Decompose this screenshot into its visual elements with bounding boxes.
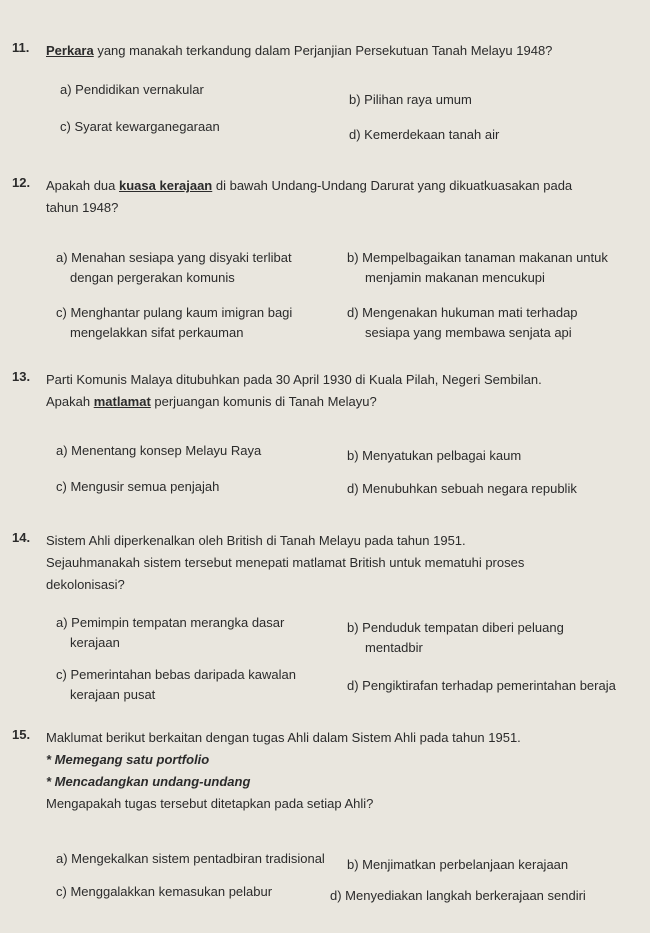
option-c[interactable] xyxy=(56,882,272,902)
question-text-start: Apakah dua xyxy=(46,178,120,193)
option-d-line1: d) Mengenakan hukuman mati terhadap xyxy=(347,305,578,320)
option-d-line2: sesiapa yang membawa senjata api xyxy=(365,325,572,340)
option-a-line1: a) Pemimpin tempatan merangka dasar xyxy=(56,615,285,630)
info-bullet-2: * Mencadangkan undang-undang xyxy=(46,774,251,789)
underlined-keyword: kuasa kerajaan xyxy=(119,178,213,193)
underlined-keyword: Perkara xyxy=(46,43,94,58)
option-a-text: a) Pendidikan vernakular xyxy=(60,82,204,97)
option-b-text: b) Menjimatkan perbelanjaan kerajaan xyxy=(347,857,569,872)
option-d[interactable] xyxy=(330,886,586,906)
option-c-line2: mengelakkan sifat perkauman xyxy=(70,325,244,340)
option-c-text: c) Mengusir semua penjajah xyxy=(56,479,220,494)
question-text-rest: di bawah Undang-Undang Darurat yang dikuatkuasakan pada xyxy=(212,178,573,193)
option-b[interactable] xyxy=(349,90,472,110)
question-text-line3: dekolonisasi? xyxy=(46,577,125,592)
option-a[interactable] xyxy=(56,613,284,653)
option-b-line1: b) Penduduk tempatan diberi peluang xyxy=(347,620,564,635)
option-a-line2: dengan pergerakan komunis xyxy=(70,270,235,285)
option-a[interactable] xyxy=(60,80,204,100)
option-c-line1: c) Pemerintahan bebas daripada kawalan xyxy=(56,667,296,682)
question-number: 15. xyxy=(12,727,31,742)
option-c[interactable] xyxy=(56,477,219,497)
option-c[interactable] xyxy=(56,303,292,343)
question-number: 14. xyxy=(12,530,31,545)
option-c-text: c) Syarat kewarganegaraan xyxy=(60,119,220,134)
info-bullet-1: * Memegang satu portfolio xyxy=(46,752,210,767)
option-a[interactable] xyxy=(56,441,261,461)
option-a[interactable] xyxy=(56,849,325,869)
question-text xyxy=(46,727,636,815)
question-text xyxy=(46,530,636,596)
option-d-line1: d) Pengiktirafan terhadap pemerintahan beraja xyxy=(347,678,616,693)
option-a-text: a) Mengekalkan sistem pentadbiran tradisional xyxy=(56,851,325,866)
option-c[interactable] xyxy=(60,117,220,137)
question-text xyxy=(46,369,636,413)
question-text-line2: Mengapakah tugas tersebut ditetapkan pada setiap Ahli? xyxy=(46,796,374,811)
option-a[interactable] xyxy=(56,248,292,288)
option-c-line1: c) Menghantar pulang kaum imigran bagi xyxy=(56,305,293,320)
option-b-line2: menjamin makanan mencukupi xyxy=(365,270,545,285)
option-b-text: b) Menyatukan pelbagai kaum xyxy=(347,448,522,463)
option-d[interactable] xyxy=(347,676,616,696)
question-number: 12. xyxy=(12,175,31,190)
option-d-text: d) Kemerdekaan tanah air xyxy=(349,127,500,142)
question-number: 13. xyxy=(12,369,31,384)
option-b[interactable] xyxy=(347,248,608,288)
question-text-line2: Sejauhmanakah sistem tersebut menepati matlamat British untuk mematuhi proses xyxy=(46,555,525,570)
underlined-keyword: matlamat xyxy=(93,394,151,409)
option-d-text: d) Menubuhkan sebuah negara republik xyxy=(347,481,577,496)
question-text-rest: yang manakah terkandung dalam Perjanjian Persekutuan Tanah Melayu 1948? xyxy=(93,43,553,58)
option-b[interactable] xyxy=(347,855,568,875)
option-b[interactable] xyxy=(347,618,564,658)
question-text-line1: Maklumat berikut berkaitan dengan tugas Ahli dalam Sistem Ahli pada tahun 1951. xyxy=(46,730,521,745)
question-text-line1: Parti Komunis Malaya ditubuhkan pada 30 April 1930 di Kuala Pilah, Negeri Sembilan. xyxy=(46,372,542,387)
question-text-line2: tahun 1948? xyxy=(46,200,119,215)
option-c-line2: kerajaan pusat xyxy=(70,687,156,702)
option-d-text: d) Menyediakan langkah berkerajaan sendiri xyxy=(330,888,586,903)
question-text-rest: perjuangan komunis di Tanah Melayu? xyxy=(150,394,377,409)
option-d[interactable] xyxy=(347,303,578,343)
option-a-line1: a) Menahan sesiapa yang disyaki terlibat xyxy=(56,250,292,265)
option-d[interactable] xyxy=(349,125,499,145)
question-number: 11. xyxy=(12,40,30,55)
option-b-line2: mentadbir xyxy=(365,640,423,655)
option-b[interactable] xyxy=(347,446,521,466)
option-a-text: a) Menentang konsep Melayu Raya xyxy=(56,443,262,458)
question-text xyxy=(46,175,636,219)
question-text xyxy=(46,40,636,62)
option-b-text: b) Pilihan raya umum xyxy=(349,92,472,107)
option-d[interactable] xyxy=(347,479,577,499)
question-text-start: Apakah xyxy=(46,394,94,409)
option-b-line1: b) Mempelbagaikan tanaman makanan untuk xyxy=(347,250,608,265)
option-c[interactable] xyxy=(56,665,296,705)
question-text-line1: Sistem Ahli diperkenalkan oleh British di Tanah Melayu pada tahun 1951. xyxy=(46,533,466,548)
option-c-text: c) Menggalakkan kemasukan pelabur xyxy=(56,884,273,899)
option-a-line2: kerajaan xyxy=(70,635,120,650)
